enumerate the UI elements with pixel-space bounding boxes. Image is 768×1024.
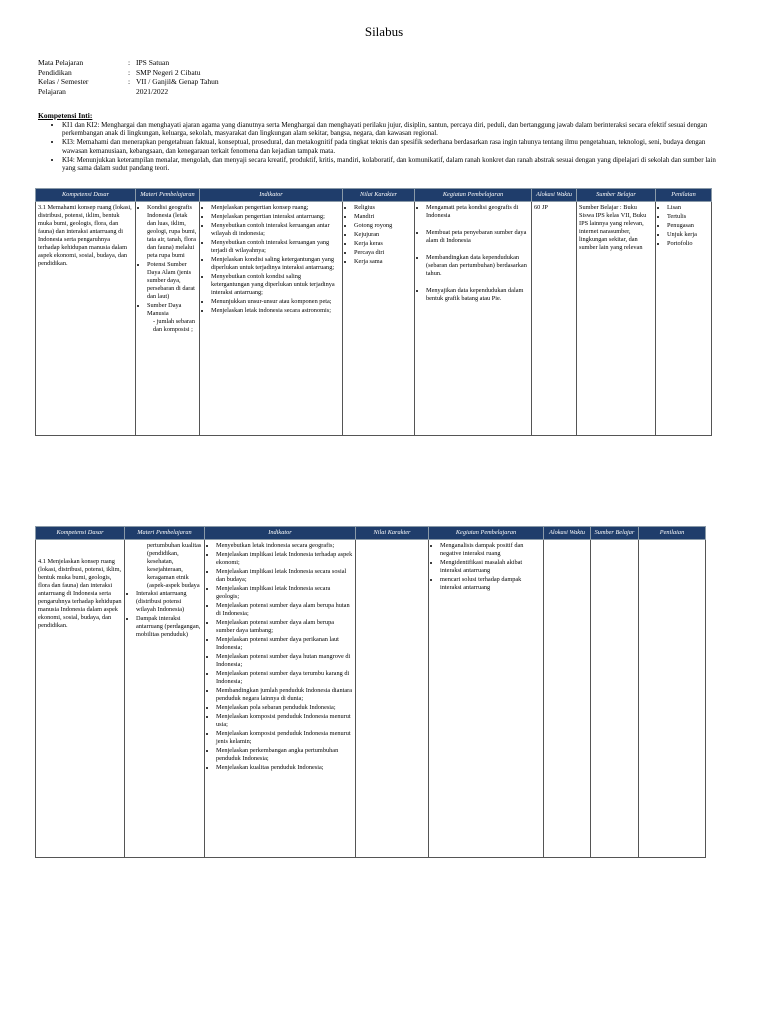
ki-item: • KI1 dan KI2: Menghargai dan menghayati ajaran agama yang dianutnya serta Menghargai dan menghayati perilaku jujur, disiplin, santun, percaya diri, peduli, dan bertanggung jawab dalam berinteraksi secara efektif sesuai dengan perkembangan anak di lingkungan, keluarga, sekolah, masyarakat dan lingkungan alam sekitar, bangsa, negara, dan kawasan regional. [62, 121, 718, 138]
list-item: • Kejujuran [354, 231, 412, 239]
list-item: • Menyebutkan contoh interaksi keruangan antar wilayah di indonesia; [211, 222, 340, 238]
list-item: • Menjelaskan implikasi letak Indonesia secara sosial dan budaya; [216, 568, 353, 584]
sumber-cell: Sumber Belajar : Buku Siswa IPS kelas VII, Buku IPS lainnya yang relevan, internet narasumber, lingkungan sekitar, dan sumber lain yang relevan [577, 202, 656, 436]
list-item: • Gotong royong [354, 222, 412, 230]
list-item: • Portofolio [667, 240, 709, 248]
list-item: • Menjelaskan pengertian interaksi antarruang; [211, 213, 340, 221]
indikator-list [207, 542, 353, 772]
header-alokasi: Alokasi Waktu [544, 527, 591, 540]
list-item: • Menjelaskan pola sebaran penduduk Indonesia; [216, 704, 353, 712]
list-item: • Menjelaskan perkembangan angka pertumbuhan penduduk Indonesia; [216, 747, 353, 763]
penilaian-list [658, 204, 709, 248]
materi-list [127, 590, 202, 639]
materi-cell [125, 540, 205, 858]
header-alokasi: Alokasi Waktu [532, 189, 577, 202]
penilaian-cell [656, 202, 712, 436]
header-sumber: Sumber Belajar [591, 527, 639, 540]
meta-value: 2021/2022 [136, 86, 169, 96]
list-item: • Menyebutkan letak indonesia secara geografis; [216, 542, 353, 550]
ki-item: • KI4: Menunjukkan keterampilan menalar, mengolah, dan menyaji secara kreatif, produktif, kritis, mandiri, kolaboratif, dan komunikatif, dalam ranah konkret dan ranah abstrak sesuai dengan yang dipelajari di sekolah dan sumber lain yang sama dalam sudut pandang teori. [62, 156, 718, 173]
table-row [36, 202, 712, 436]
table-header-row [36, 189, 712, 202]
header-materi: Materi Pembelajaran [136, 189, 200, 202]
header-kegiatan: Kegiatan Pembelajaran [429, 527, 544, 540]
kegiatan-list [417, 204, 529, 303]
list-item: • Menjelaskan potensi sumber daya alam berupa hutan di Indonesia; [216, 602, 353, 618]
header-sumber: Sumber Belajar [577, 189, 656, 202]
header-nilai-karakter: Nilai Karakter [343, 189, 415, 202]
indikator-cell [200, 202, 343, 436]
meta-row [38, 68, 219, 78]
document-title: Silabus [364, 24, 404, 39]
meta-colon: : [128, 77, 131, 86]
materi-cell [136, 202, 200, 436]
meta-colon: : [128, 58, 131, 67]
meta-row [38, 87, 219, 97]
header-indikator: Indikator [200, 189, 343, 202]
list-item: • Menjelaskan komposisi penduduk Indonesia menurut jenis kelamin; [216, 730, 353, 746]
list-item: • Menjelaskan potensi sumber daya perikanan laut Indonesia; [216, 636, 353, 652]
list-item-text: Sumber Daya Manusia [147, 302, 182, 317]
list-item: • Menunjukkan unsur-unsur atau komponen peta; [211, 298, 340, 306]
list-item: • Menjelaskan letak indonesia secara astronomis; [211, 307, 340, 315]
meta-colon [128, 87, 136, 97]
list-item: • Mandiri [354, 213, 412, 221]
list-item: • Menyebutkan contoh interaksi keruangan yang terjadi di wilayahnya; [211, 239, 340, 255]
nilai-cell [356, 540, 429, 858]
alokasi-cell: 60 JP [532, 202, 577, 436]
list-item: • Membandingkan data kependudukan (sebaran dan pertumbuhan) berdasarkan tahun. [426, 254, 529, 278]
nilai-list [345, 204, 412, 266]
kd-text: 4.1 Menjelaskan konsep ruang (lokasi, distribusi, potensi, iklim, bentuk muka bumi, geologis, flora dan fauna) dan interaksi antarruang di Indonesia serta pengaruhnya terhadap kehidupan manusia Indonesia dalam aspek ekonomi, sosial, budaya, dan pendidikan. [38, 558, 122, 629]
meta-label: Kelas / Semester [38, 77, 89, 86]
header-nilai-karakter: Nilai Karakter [356, 527, 429, 540]
materi-continued: pertumbuhan kualitas (pendidikan, kesehatan, kesejahteraan, keragaman etnik (aspek-aspek budaya [147, 542, 202, 589]
header-materi: Materi Pembelajaran [125, 527, 205, 540]
list-item: • Menyebutkan contoh kondisi saling ketergantungan yang diperlukan untuk terjadinya interaksi antarruang; [211, 273, 340, 297]
list-item: • Percaya diri [354, 249, 412, 257]
meta-value: SMP Negeri 2 Cibatu [136, 67, 201, 77]
kegiatan-cell [429, 540, 544, 858]
list-item: • Menjelaskan kualitas penduduk Indonesia; [216, 764, 353, 772]
header-penilaian: Penilaian [639, 527, 706, 540]
list-item: • Religius [354, 204, 412, 212]
meta-row [38, 77, 219, 87]
indikator-cell [205, 540, 356, 858]
list-item: • Menyajikan data kependudukan dalam bentuk grafik batang atau Pie. [426, 287, 529, 303]
list-item: • Interaksi antarruang (distribusi potensi wilayah Indonesia) [136, 590, 202, 614]
nilai-cell [343, 202, 415, 436]
kegiatan-cell [415, 202, 532, 436]
list-item [147, 302, 197, 334]
meta-label: Mata Pelajaran [38, 58, 84, 67]
meta-label: Pelajaran [38, 86, 66, 96]
list-item: • Kondisi geografis Indonesia (letak dan luas, iklim, geologi, rupa bumi, tata air, tanah, flora dan fauna) melalui peta rupa bumi [147, 204, 197, 260]
table-row [36, 540, 706, 858]
ki-item: • KI3: Memahami dan menerapkan pengetahuan faktual, konseptual, prosedural, dan metakognitif pada tingkat teknis dan spesifik sederhana berdasarkan rasa ingin tahunya tentang ilmu pengetahuan, teknologi, seni, budaya dengan wawasan kemanusiaan, kebangsaan, dan kenegaraan terkait fenomena dan kejadian tampak mata. [62, 138, 718, 155]
list-item: • Mengidentifikasi masalah akibat interaksi antarruang [440, 559, 541, 575]
meta-label: Pendidikan [38, 67, 72, 77]
header-penilaian: Penilaian [656, 189, 712, 202]
ki-list [38, 121, 718, 173]
sumber-cell [591, 540, 639, 858]
ki-heading: Kompetensi Inti: [38, 111, 93, 120]
list-item: • Menjelaskan kondisi saling ketergantungan yang diperlukan untuk terjadinya interaksi antarruang; [211, 256, 340, 272]
materi-sublist [147, 318, 197, 334]
meta-row [38, 58, 219, 68]
list-item: • Lisan [667, 204, 709, 212]
header-indikator: Indikator [205, 527, 356, 540]
kompetensi-inti [38, 112, 718, 173]
list-item: • Mengamati peta kondisi geografis di Indonesia [426, 204, 529, 220]
list-item: • Unjuk kerja [667, 231, 709, 239]
kd-cell [36, 540, 125, 858]
list-item: • Menjelaskan komposisi penduduk Indonesia menurut usia; [216, 713, 353, 729]
list-item: • Tertulis [667, 213, 709, 221]
meta-value: IPS Satuan [136, 58, 170, 67]
list-item: • Kerja keras [354, 240, 412, 248]
penilaian-cell [639, 540, 706, 858]
list-item: • Dampak interaksi antarruang (perdagangan, mobilitas penduduk) [136, 615, 202, 639]
meta-colon: : [128, 67, 131, 77]
list-item: • Kerja sama [354, 258, 412, 266]
list-item: • Menjelaskan potensi sumber daya hutan mangrove di Indonesia; [216, 653, 353, 669]
kd-cell: 3.1 Memahami konsep ruang (lokasi, distribusi, potensi, iklim, bentuk muka bumi, geologis, flora, dan fauna) dan interaksi antarruang di Indonesia serta pengaruhnya terhadap kehidupan manusia dalam aspek ekonomi, sosial, budaya, dan pendidikan. [36, 202, 136, 436]
syllabus-table-2 [35, 526, 706, 858]
list-item: • Membandingkan jumlah penduduk Indonesia diantara penduduk negara lainnya di dunia; [216, 687, 353, 703]
list-item: • mencari solusi terhadap dampak interaksi antarruang [440, 576, 541, 592]
header-kompetensi-dasar: Kompetensi Dasar [36, 189, 136, 202]
list-item: • Menjelaskan potensi sumber daya alam berupa sumber daya tambang; [216, 619, 353, 635]
list-item: • Menganalisis dampak positif dan negative interaksi ruang [440, 542, 541, 558]
header-kegiatan: Kegiatan Pembelajaran [415, 189, 532, 202]
list-item: • Potensi Sumber Daya Alam (jenis sumber daya, persebaran di darat dan laut) [147, 261, 197, 301]
list-item: • Menjelaskan pengertian konsep ruang; [211, 204, 340, 212]
document-meta [38, 58, 219, 96]
syllabus-table-1 [35, 188, 712, 436]
table-header-row [36, 527, 706, 540]
kegiatan-list [431, 542, 541, 592]
materi-list [138, 204, 197, 334]
indikator-list [202, 204, 340, 315]
list-item: - jumlah sebaran dan komposisi ; [153, 318, 195, 333]
list-item: • Penugasan [667, 222, 709, 230]
list-item: • Membuat peta penyebaran sumber daya alam di Indonesia [426, 229, 529, 245]
meta-value: VII / Ganjil& Genap Tahun [136, 77, 219, 86]
list-item: • Menjelaskan implikasi letak Indonesia secara geologis; [216, 585, 353, 601]
list-item: • Menjelaskan implikasi letak Indonesia terhadap aspek ekonomi; [216, 551, 353, 567]
alokasi-cell [544, 540, 591, 858]
list-item-text: jumlah sebaran dan komposisi ; [153, 318, 195, 333]
list-item: • Menjelaskan potensi sumber daya terumbu karang di Indonesia; [216, 670, 353, 686]
header-kompetensi-dasar: Kompetensi Dasar [36, 527, 125, 540]
